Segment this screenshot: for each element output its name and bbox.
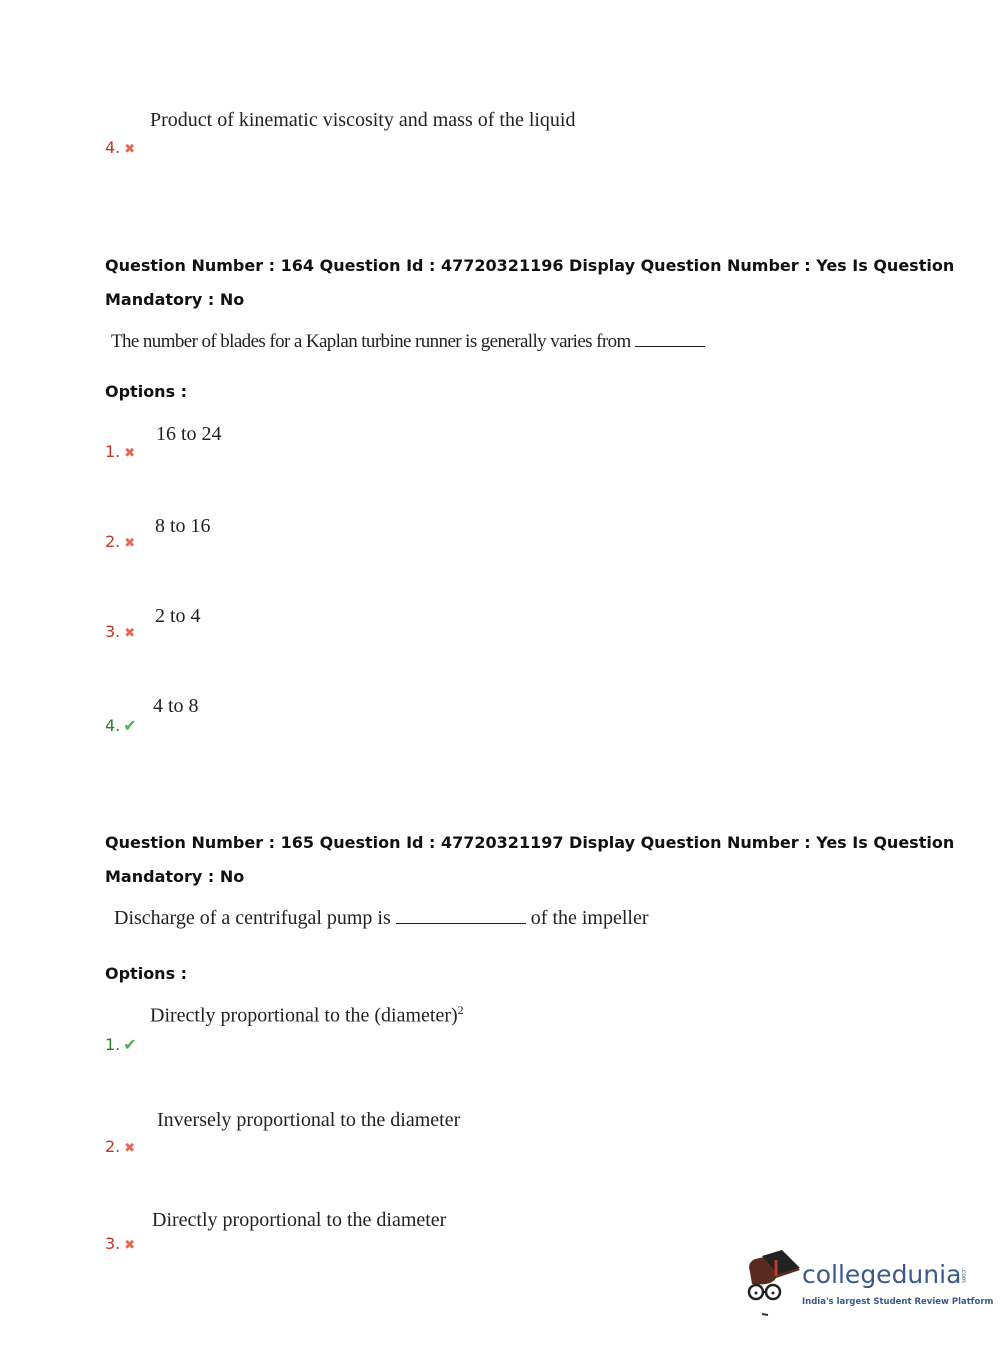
option-text: 2 to 4	[155, 605, 201, 627]
option-text: 8 to 16	[155, 515, 211, 537]
option-marker	[105, 442, 135, 461]
answer-blank	[396, 923, 526, 924]
question-text	[111, 331, 705, 353]
options-label: Options :	[105, 382, 188, 401]
question-meta: Question Number : 164 Question Id : 47720321196 Display Question Number : Yes Is Question	[105, 256, 955, 275]
superscript: 2	[457, 1003, 464, 1017]
option-marker	[105, 716, 137, 735]
question-mandatory: Mandatory : No	[105, 867, 245, 886]
cross-icon: ✖	[124, 536, 136, 551]
option-number: 3.	[105, 1234, 121, 1253]
cross-icon: ✖	[124, 446, 136, 461]
cross-icon: ✖	[124, 1238, 136, 1253]
option-text: Product of kinematic viscosity and mass of the liquid	[150, 109, 576, 131]
logo-name: collegedunia	[802, 1260, 962, 1289]
question-text-content: The number of blades for a Kaplan turbine runner is generally varies from	[111, 331, 631, 352]
cross-icon: ✖	[124, 1141, 136, 1156]
options-label: Options :	[105, 964, 188, 983]
option-marker	[105, 1035, 137, 1054]
option-number: 2.	[105, 532, 121, 551]
cross-icon: ✖	[124, 626, 136, 641]
question-text	[114, 907, 649, 930]
option-marker	[105, 532, 135, 551]
option-number: 4.	[105, 716, 121, 735]
option-number: 1.	[105, 1035, 121, 1054]
option-marker	[105, 138, 135, 157]
option-number: 3.	[105, 622, 121, 641]
cross-icon: ✖	[124, 142, 136, 157]
option-marker	[105, 622, 135, 641]
option-text-content: Directly proportional to the (diameter)	[150, 1004, 458, 1027]
option-text: Inversely proportional to the diameter	[157, 1109, 461, 1131]
option-number: 4.	[105, 138, 121, 157]
question-text-before: Discharge of a centrifugal pump is	[114, 907, 391, 929]
option-number: 2.	[105, 1137, 121, 1156]
logo-tagline: India's largest Student Review Platform	[802, 1297, 994, 1307]
mascot-icon	[742, 1250, 802, 1320]
option-text: Directly proportional to the diameter	[152, 1209, 447, 1231]
question-text-after: of the impeller	[530, 907, 649, 929]
option-number: 1.	[105, 442, 121, 461]
check-icon: ✔	[123, 1035, 137, 1054]
option-marker	[105, 1234, 135, 1253]
option-text: 16 to 24	[156, 423, 222, 445]
answer-blank	[635, 346, 705, 347]
collegedunia-logo	[742, 1250, 994, 1320]
option-marker	[105, 1137, 135, 1156]
question-meta: Question Number : 165 Question Id : 47720321197 Display Question Number : Yes Is Question	[105, 833, 955, 852]
logo-suffix: .com	[960, 1268, 967, 1283]
option-text	[150, 1003, 464, 1028]
option-text: 4 to 8	[153, 695, 199, 717]
check-icon: ✔	[123, 716, 137, 735]
question-mandatory: Mandatory : No	[105, 290, 245, 309]
